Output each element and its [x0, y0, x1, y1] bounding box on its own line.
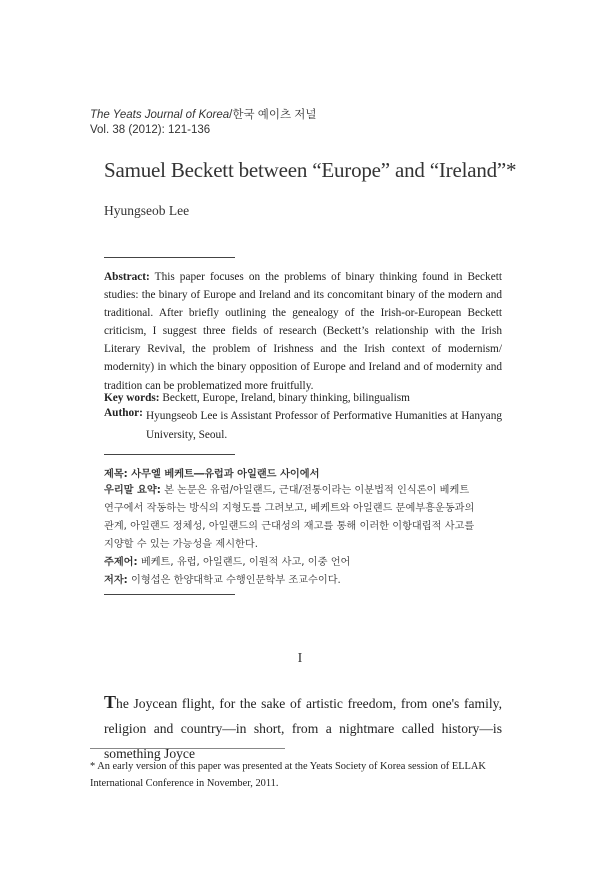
author-note-text: Hyungseob Lee is Assistant Professor of Performative Humanities at Hanyang University, Seoul. [146, 410, 502, 441]
keywords [104, 389, 410, 407]
keywords-label: Key words: [104, 392, 160, 404]
korean-abstract-label: 우리말 요약: [104, 485, 161, 496]
volume-info: Vol. 38 (2012): 121-136 [90, 124, 211, 136]
author-name: Hyungseob Lee [104, 203, 190, 218]
korean-author-label: 저자: [104, 575, 128, 586]
paper-title: Samuel Beckett between “Europe” and “Ireland”* [104, 158, 517, 182]
body-text: he Joycean flight, for the sake of artistic freedom, from one's family, religion and country―in short, from a nightmare called history―is something Joyce [104, 696, 502, 761]
abstract-label: Abstract: [104, 271, 150, 283]
korean-author: 저자: 이형섭은 한양대학교 수행인문학부 조교수이다. [104, 575, 341, 586]
korean-abstract-line: 지양할 수 있는 가능성을 제시한다. [104, 539, 258, 550]
korean-abstract-line: 관계, 아일랜드 정체성, 아일랜드의 근대성의 재고를 통해 이러한 이항대립적 사고를 [104, 521, 475, 532]
footnote: * An early version of this paper was presented at the Yeats Society of Korea session of ELLAK International Conference in November, 2011. [90, 761, 486, 789]
korean-abstract [104, 482, 504, 590]
divider [104, 257, 235, 258]
korean-abstract-line: 연구에서 작동하는 방식의 지형도를 그려보고, 베케트와 아일랜드 문예부흥운동과의 [104, 503, 475, 514]
section-number: I [297, 651, 303, 666]
abstract-text: This paper focuses on the problems of binary thinking found in Beckett studies: the binary of Europe and Ireland and its concomitant binary of the modern and traditional. After briefly outlining the genealogy of the Irish-or-European Beckett criticism, I suggest three fields of research (Beckett’s relationship with the Irish Literary Revival, the problem of Irishness and the Irish context of modernism/ modernity) in which the binary opposition of Europe and Ireland and of modernity and tradition can be problematized more fruitfully. [104, 271, 502, 392]
keywords-text: Beckett, Europe, Ireland, binary thinking, bilingualism [162, 392, 410, 404]
journal-header [90, 108, 317, 138]
footnote-divider [90, 748, 285, 749]
journal-name: The Yeats Journal of Korea/한국 예이츠 저널 [90, 109, 317, 121]
divider [104, 594, 235, 595]
author-note-label: Author: [104, 407, 143, 419]
drop-cap: T [104, 692, 117, 712]
abstract [104, 268, 502, 395]
divider [104, 454, 235, 455]
korean-keywords-label: 주제어: [104, 557, 138, 568]
korean-keywords: 주제어: 베케트, 유럽, 아일랜드, 이원적 사고, 이중 언어 [104, 557, 351, 568]
korean-abstract-line: 우리말 요약: 본 논문은 유럽/아일랜드, 근대/전통이라는 이분법적 인식론이 베케트 [104, 485, 470, 496]
body-paragraph [104, 690, 502, 766]
korean-title: 제목: 사무엘 베케트―유럽과 아일랜드 사이에서 [104, 469, 320, 480]
